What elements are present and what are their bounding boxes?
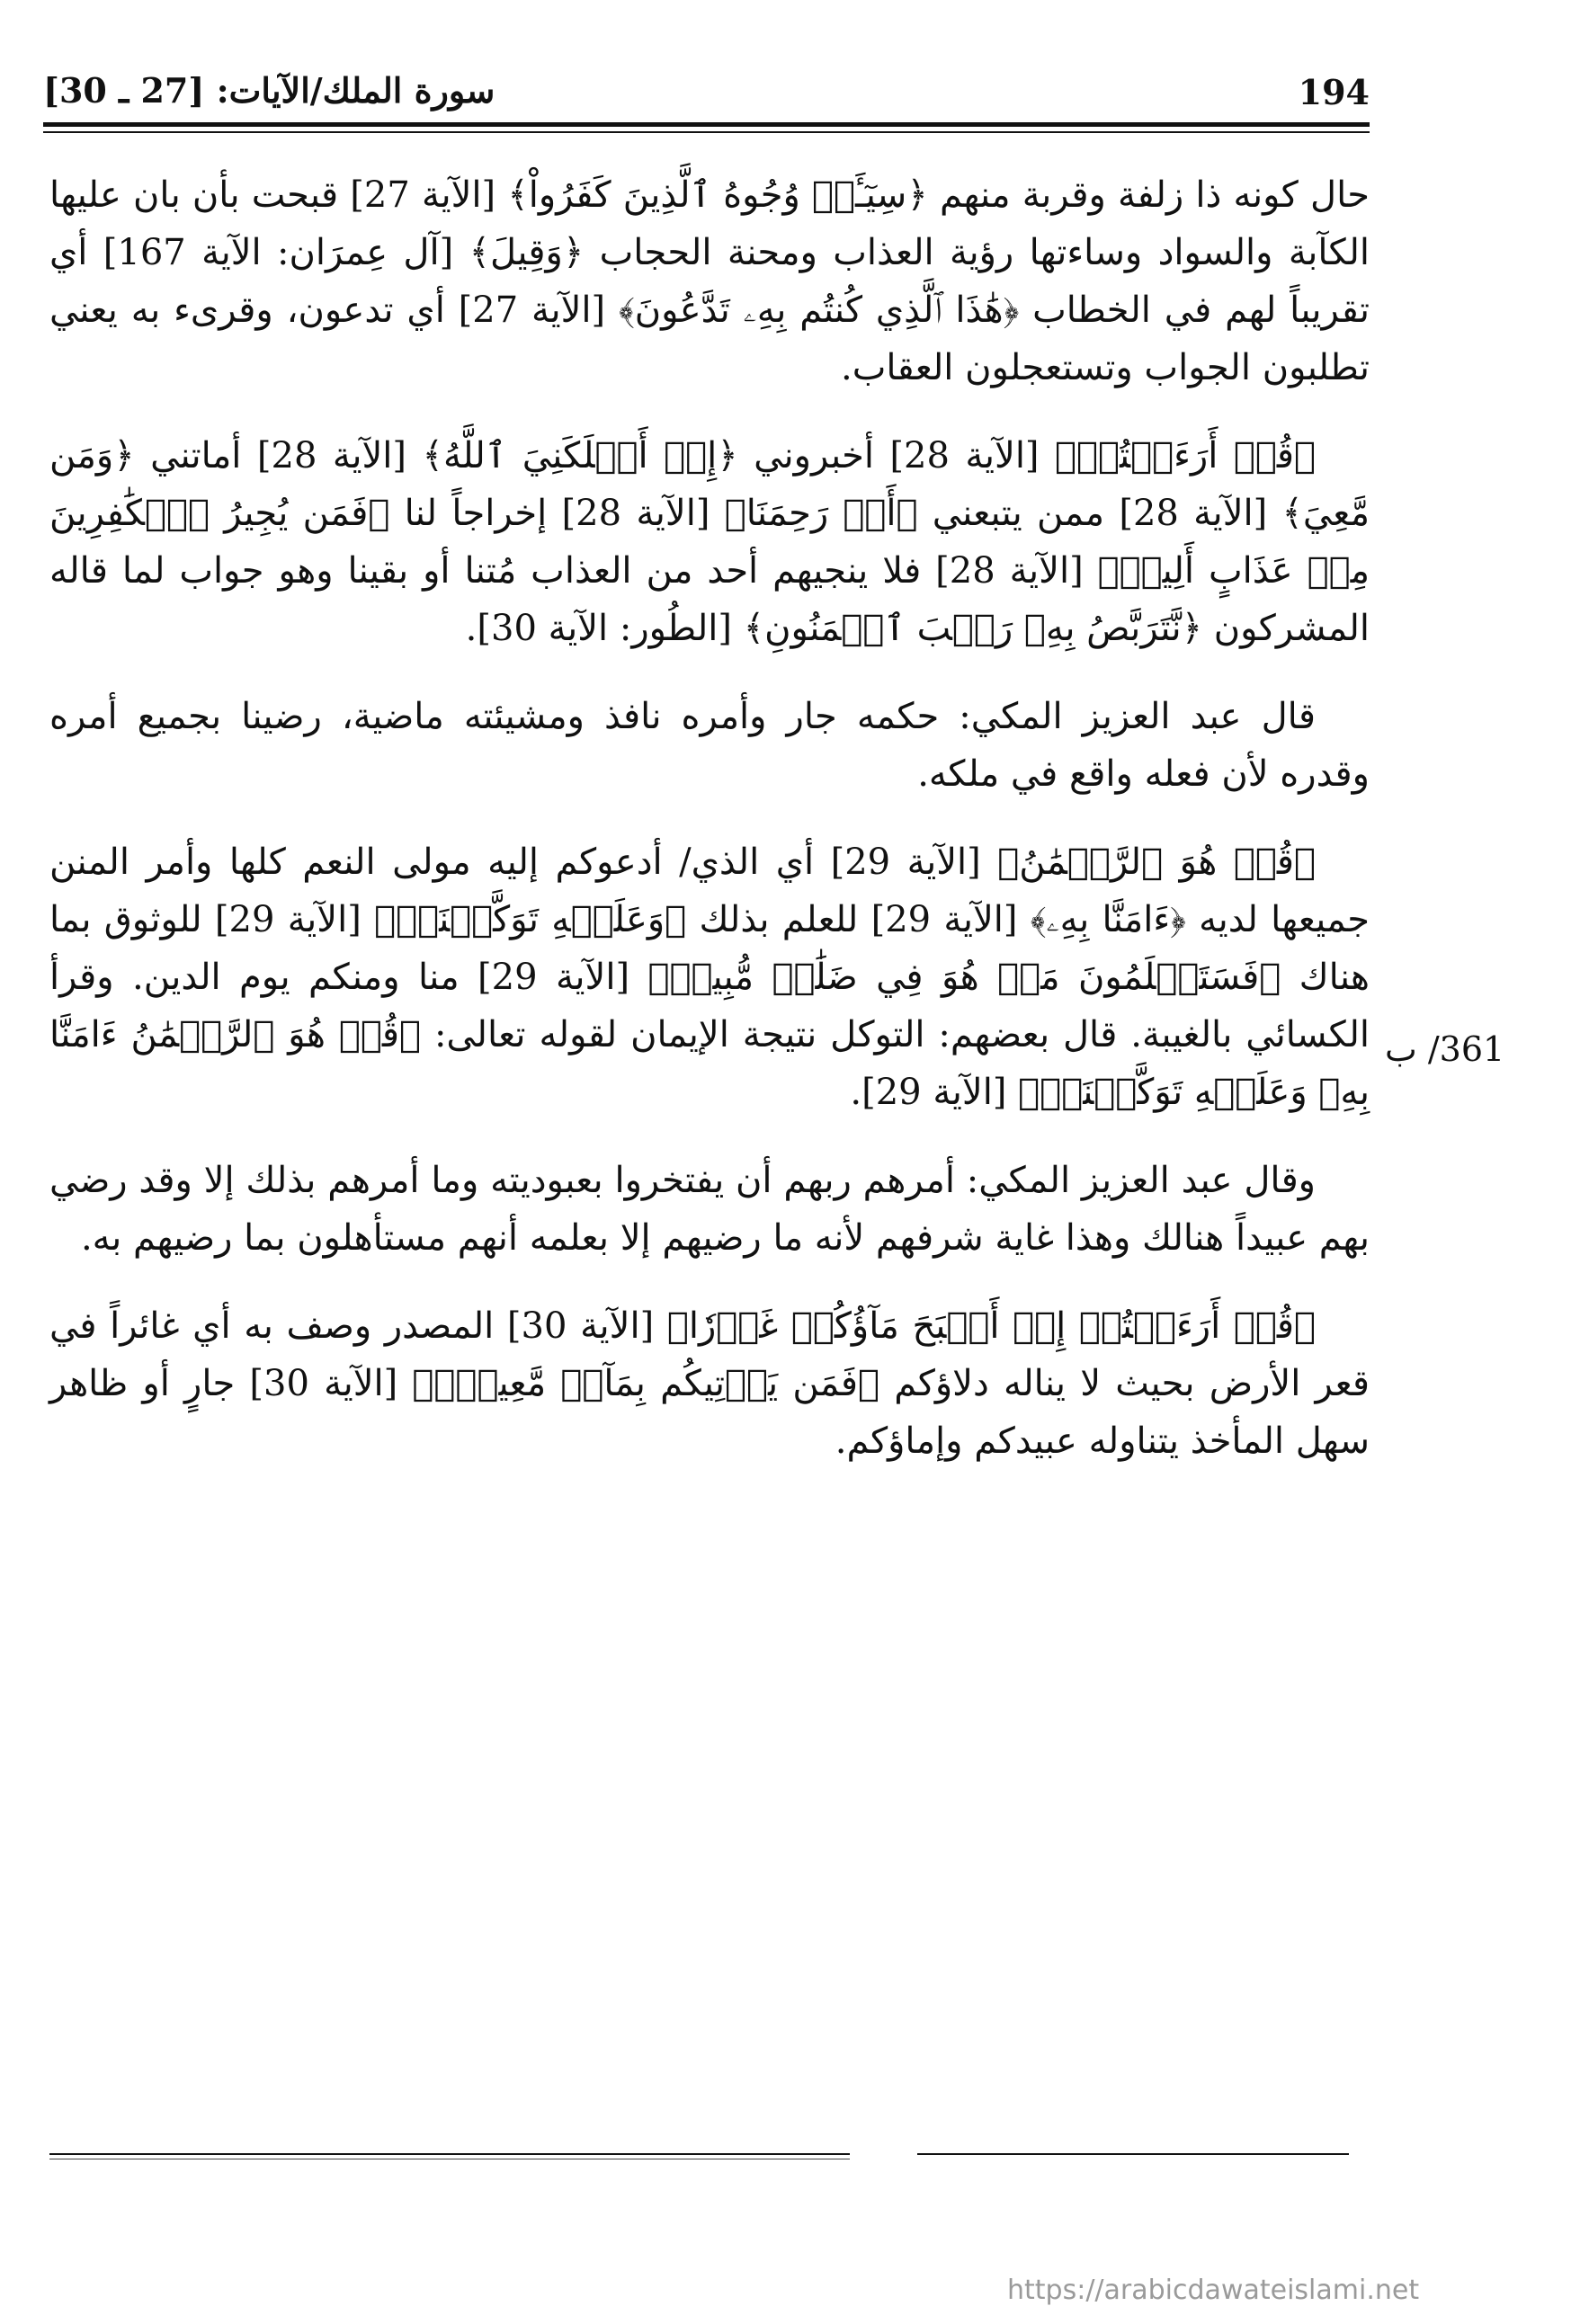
paragraph-5: وقال عبد العزيز المكي: أمرهم ربهم أن يفتخروا بعبوديته وما أمرهم بذلك إلا وقد رضي بهم عبيداً هنالك وهذا غاية شرفهم لأنه ما رضيهم إلا بعلمه أنهم مستأهلون بما رضيهم به. (49, 1160, 1370, 1259)
header-rule-thin (43, 131, 1370, 133)
paragraph-3: قال عبد العزيز المكي: حكمه جار وأمره نافذ ومشيئته ماضية، رضينا بجميع أمره وقدره لأن فعله واقع في ملكه. (49, 696, 1370, 795)
running-head: سورة الملك/الآيات: [27 ـ 30] (43, 70, 495, 111)
footer-rule-left (49, 2153, 850, 2155)
main-text (49, 166, 1370, 1500)
header-rule-thick (43, 122, 1370, 127)
paragraph-6: ﴿قُلۡ أَرَءَيۡتُمۡ إِنۡ أَصۡبَحَ مَآؤُكُمۡ غَوۡرٗا﴾ [الآية 30] المصدر وصف به أي غائراً في قعر الأرض بحيث لا يناله دلاؤكم ﴿فَمَن يَأۡتِيكُم بِمَآءٖ مَّعِينِۭ﴾ [الآية 30] جارٍ أو ظاهر سهل المأخذ يتناوله عبيدكم وإماؤكم. (49, 1305, 1370, 1462)
page-header (43, 63, 1370, 117)
paragraph-2: ﴿قُلۡ أَرَءَيۡتُمۡ﴾ [الآية 28] أخبروني ﴿إِنۡ أَهۡلَكَنِيَ ٱللَّهُ﴾ [الآية 28] أماتني ﴿وَمَن مَّعِيَ﴾ [الآية 28] ممن يتبعني ﴿أَوۡ رَحِمَنَا﴾ [الآية 28] إخراجاً لنا ﴿فَمَن يُجِيرُ ٱلۡكَٰفِرِينَ مِنۡ عَذَابٍ أَلِيمٖ﴾ [الآية 28] فلا ينجيهم أحد من العذاب مُتنا أو بقينا وهو جواب لما قاله المشركون ﴿نَّتَرَبَّصُ بِهِۦ رَيۡبَ ٱلۡمَنُونِ﴾ [الطُور: الآية 30]. (49, 435, 1370, 649)
footer-rule-right (917, 2153, 1349, 2155)
manuscript-folio-note: 361/ ب (1385, 1029, 1505, 1069)
paragraph-1: حال كونه ذا زلفة وقربة منهم ﴿سِيٓـَٔتۡ وُجُوهُ ٱلَّذِينَ كَفَرُواْ﴾ [الآية 27] قبحت بأن بان عليها الكآبة والسواد وساءتها رؤية العذاب ومحنة الحجاب ﴿وَقِيلَ﴾ [آل عِمرَان: الآية 167] أي تقريباً لهم في الخطاب ﴿هَٰذَا ٱلَّذِي كُنتُم بِهِۦ تَدَّعُونَ﴾ [الآية 27] أي تدعون، وقرىء به يعني تطلبون الجواب وتستعجلون العقاب. (49, 174, 1370, 388)
page-number: 194 (1298, 72, 1370, 112)
watermark-url: https://arabicdawateislami.net (1007, 2275, 1420, 2306)
paragraph-4: ﴿قُلۡ هُوَ ٱلرَّحۡمَٰنُ﴾ [الآية 29] أي الذي/ أدعوكم إليه مولى النعم كلها وأمر المنن جميعها لديه ﴿ءَامَنَّا بِهِۦ﴾ [الآية 29] للعلم بذلك ﴿وَعَلَيۡهِ تَوَكَّلۡنَاۖ﴾ [الآية 29] للوثوق بما هناك ﴿فَسَتَعۡلَمُونَ مَنۡ هُوَ فِي ضَلَٰلٖ مُّبِينٖ﴾ [الآية 29] منا ومنكم يوم الدين. وقرأ الكسائي بالغيبة. قال بعضهم: التوكل نتيجة الإيمان لقوله تعالى: ﴿قُلۡ هُوَ ٱلرَّحۡمَٰنُ ءَامَنَّا بِهِۦ وَعَلَيۡهِ تَوَكَّلۡنَاۖ﴾ [الآية 29]. (49, 841, 1370, 1113)
